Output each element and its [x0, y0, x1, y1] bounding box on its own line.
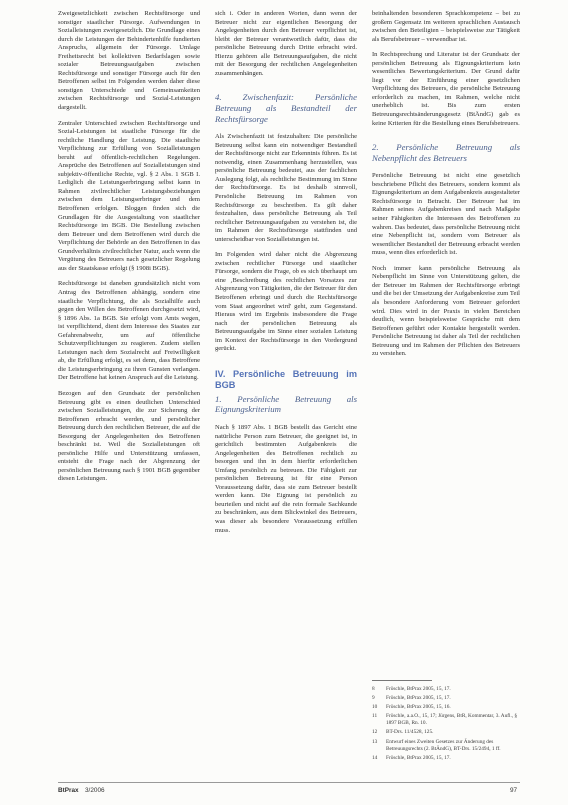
footnote: [372, 695, 520, 702]
footnote-number: 10: [372, 704, 378, 711]
journal-name: BtPrax: [58, 787, 79, 794]
paragraph: In Rechtsprechung und Literatur ist der Grundsatz der persönlichen Betreuung als Eignungskriterium kein wesentliches Bewertungskriterium. Der Grund dafür liegt vor der Einführung einer gesetzlichen Verpflichtung des Betreuers, die persönliche Betreuung erforderlich zu machen, im Rahmen, welche nicht unerheblich ist. Bis zum ersten Betreuungsrechtsänderungsgesetz (BtÄndG) gab es keine Kriterien für die Bestellung eines Berufsbetreuers.: [372, 51, 520, 127]
footnote-divider: [372, 680, 432, 681]
section-heading: 4. Zwischenfazit: Persönliche Betreuung als Bestandteil der Rechtsfürsorge: [215, 92, 357, 124]
journal-issue: 3/2006: [85, 787, 105, 794]
footer-divider: [58, 782, 520, 783]
footnote-number: 14: [372, 754, 378, 761]
footnote-text: Fröschle, BtPrax 2005, 15, 16.: [386, 704, 451, 711]
page-number: 97: [510, 787, 518, 794]
chapter-heading: IV. Persönliche Betreuung im BGB: [215, 368, 357, 390]
footnotes: [372, 686, 520, 764]
paragraph: Zweigesetzlichkeit zwischen Rechtsfürsorge und sonstiger staatlicher Fürsorge. Aufwendungen in Sozialleistungen zweigesetzlich. Die Grundlage eines durch die Leistungen der Behindertenhilfe fundierten Anspruchs, allgemein der Fürsorge. Umlage Freiheitsrecht bei kollektiven Bedarfslagen sowie sozialer Betreuungsaufgaben zwischen Rechtsfürsorge und sonstiger Fürsorge auch für den Betroffenen selbst im Folgenden werden daher diese sonstigen Unterschiede und Gemeinsamkeiten zwischen Rechtsfürsorge und Sozial-Leistungen dargestellt.: [58, 10, 200, 112]
paragraph: Zentraler Unterschied zwischen Rechtsfürsorge und Sozial-Leistungen ist staatliche Fürsorge für die rechtliche Handlung der Leistung. Die staatliche Verpflichtung zur Erfüllung von Sozialleistungen beruht auf öffentlich-rechtlichen Regelungen. Ansprüche des Betroffenen auf Sozialleistungen sind subjektiv-öffentliche Rechte, vgl. § 2 Abs. 1 SGB I. Lediglich die Leistungserbringung selbst kann in Rahmen zivilrechtlicher Leistungsbeziehungen zwischen dem Leistungserbringer und dem Betroffenen erfolgen. Bloggen finden sich die Grundlagen für die Ausgestaltung von staatlicher Rechtsfürsorge im BGB. Die Bestellung zwischen dem Betreuer und dem Betroffenen wird durch die Verpflichtung der Behörde an den Betroffenen in das Grundverhältnis zivilrechtlicher Natur, auch wenn die Vergütung des Betreuers nach gesetzlicher Regelung aus der Staatskasse erfolgt (§ 1908i BGB).: [58, 119, 200, 272]
footnote-number: 12: [372, 729, 378, 736]
paragraph: Persönliche Betreuung ist nicht eine gesetzlich beschriebene Pflicht des Betreuers, sondern kommt als Eignungskriterium an dem Aufgabenkreis ausgestalteter Rechtsfürsorge in Betracht. Der Betreuer hat im Rahmen seines Aufgabenkreises und nach Maßgabe seiner Fähigkeiten die Interessen des Betroffenen zu wahren. Das bedeutet, dass persönliche Betreuung nicht eine Nebenpflicht ist, sondern vom Betreuer als wesentlicher Bestandteil der Betreuung erbracht werden muss, wenn dies erforderlich ist.: [372, 172, 520, 257]
footnote-text: Fröschle, BtPrax 2005, 15, 17.: [386, 686, 451, 692]
paragraph: Nach § 1897 Abs. 1 BGB bestellt das Gericht eine natürliche Person zum Betreuer, die geeignet ist, in gerichtlich bestimmten Aufgabenkreis die Angelegenheiten des Betroffenen rechtlich zu besorgen und ihn in dem hierfür erforderlichen Umfang persönlich zu betreuen. Die Fähigkeit zur persönlichen Betreuung ist für eine Person Voraussetzung dafür, dass sie zum Betreuer bestellt werden kann. Die Eignung ist persönlich zu beurteilen und nicht auf die rein formale Sachkunde zu beschränken, aus dem Blickwinkel des Betreuers, was dieser als besondere Voraussetzung erfüllen muss.: [215, 424, 357, 534]
footnote-number: 11: [372, 713, 378, 720]
text-column-3: [372, 10, 520, 366]
footnote: [372, 729, 520, 736]
footnote-text: Fröschle, a.a.O., 15, 17; Jürgens, BtR, Kommentar, 3. Aufl., § 1897 BGB, Rn. 10.: [386, 713, 518, 727]
footnote-text: Fröschle, BtPrax 2005, 15, 17.: [386, 695, 451, 702]
paragraph: Im Folgenden wird daher nicht die Abgrenzung zwischen rechtlicher Fürsorge und staatlicher Fürsorge, sondern die Frage, ob es sich überhaupt um eine ‚Beschreibung des rechtlichen Vorsatzes zur Abgrenzung von Tätigkeiten, die der Betreuer für den Betroffenen erbringt und durch die Rechtsfürsorge vom Staat angeordnet wird' geht, zum Gegenstand. Hieraus wird im Ergebnis insbesondere die Frage nach der persönlichen Betreuung als Betreuungsaufgabe im Sinne einer sozialen Leistung im Kontext der Rechtsfürsorge in den Vordergrund gerückt.: [215, 251, 357, 353]
section-heading: 1. Persönliche Betreuung als Eignungskriterium: [215, 393, 357, 415]
footnote-number: 13: [372, 738, 378, 745]
paragraph: beinhaltenden besonderen Sprachkompetenz – bei zu großem Gegensatz im weiteren sprachlichen Austausch zwischen den Beteiligten – beispielsweise zur Tätigkeit als Berufsbetreuer – verwendbar ist.: [372, 10, 520, 43]
paragraph: Als Zwischenfazit ist festzuhalten: Die persönliche Betreuung selbst kann ein notwendiger Bestandteil der Rechtsfürsorge nicht zur Erkenntnis führen. Es ist notwendig, einen Zusammenhang herzustellen, was persönliche Betreuung bedeutet, aus der fachlichen Auslegung folgt, als rechtliche Bestimmung im Sinne der Rechtsfürsorge. Es ist deshalb sinnvoll, Persönliche Betreuung im Rahmen von Rechtsfürsorge zu beschreiben. Es gilt daher festzuhalten, dass persönliche Betreuung als Teil rechtlicher Betreuungsaufgaben zu verstehen ist, die im Rahmen der Rechtsfürsorge stattfinden und unterscheidbar von Sozialleistungen ist.: [215, 133, 357, 243]
footnote: [372, 739, 520, 753]
paragraph: sich i. Oder in anderen Worten, dann wenn der Betreuer nicht zur eigentlichen Besorgung der Angelegenheiten durch den Betreuer verpflichtet ist, bleibt der Betreuer verantwortlich dafür, dass die persönliche Betreuung durch Dritte erbracht wird. Hierzu gehören alle Betreuungsaufgaben, die nicht mit der Besorgung der rechtlichen Angelegenheiten zusammenhängen.: [215, 10, 357, 77]
footnote: [372, 713, 520, 727]
footnote-number: 8: [372, 686, 375, 692]
footnote: [372, 686, 520, 693]
paragraph: Rechtsfürsorge ist daneben grundsätzlich nicht vom Antrag des Betroffenen abhängig, sondern eine staatliche Verpflichtung, die als Sozialhilfe auch gegen den Willen des Betroffenen durchgesetzt wird, § 1896 Abs. 1a BGB. Sie erfolgt vom Amts wegen, ist verpflichtend, dient dem Interesse des Staates zur Gefahrenabwehr, um auf öffentliche Schutzverpflichtungen zu reagieren. Zudem stellen Leistungen nach dem Sozialrecht auf Freiwilligkeit ab, die Erfüllung erfolgt, es sei denn, dass Betroffene die Leistungserbringung zu ihren Gunsten verlangen. Der Betroffene hat keinen Anspruch auf die Leistung.: [58, 280, 200, 382]
section-heading: 2. Persönliche Betreuung als Nebenpflicht des Betreuers: [372, 142, 520, 163]
text-column-2: [215, 10, 357, 542]
footnote: [372, 755, 520, 762]
footnote-text: Fröschle, BtPrax 2005, 15, 17.: [386, 754, 451, 761]
footnote-text: BT-Drs. 11/4528, 125.: [386, 729, 434, 736]
paragraph: Bezogen auf den Grundsatz der persönlichen Betreuung gibt es einen deutlichen Unterschied zwischen Sozialleistungen, die zur Sicherung der Betroffenen erbracht werden, und persönlicher Betreuung durch den rechtlichen Betreuer, die auf die Besorgung der Angelegenheiten des Betroffenen beschränkt ist. Weil die Sozialleistungen oft persönliche Hilfe und Unterstützung umfassen, entsteht die Frage nach der Abgrenzung der persönlichen Betreuung nach § 1901 BGB gegenüber diesen Leistungen.: [58, 389, 200, 483]
paragraph: Noch immer kann persönliche Betreuung als Nebenpflicht im Sinne von Unterstützung gelten, die der Betreuer im Rahmen der Rechtsfürsorge erbringt und die bei der Umsetzung der Aufgabenkreise zum Teil als besondere Anforderung vom Betreuer gefordert wird. Dies wird in der Praxis in vielen Bereichen deutlich, wenn beispielsweise Gespräche mit dem Betroffenen geführt oder Kontakte hergestellt werden. Persönliche Betreuung ist daher als Teil der rechtlichen Betreuung und im Rahmen der Pflichten des Betreuers zu verstehen.: [372, 264, 520, 358]
text-column-1: [58, 10, 200, 491]
footnote: [372, 704, 520, 711]
footnote-text: Entwurf eines Zweiten Gesetzes zur Änderung des Betreuungsrechts (2. BtÄndG), BT-Drs. 15/2494, 1 ff.: [386, 738, 501, 752]
footnote-number: 9: [372, 695, 375, 702]
